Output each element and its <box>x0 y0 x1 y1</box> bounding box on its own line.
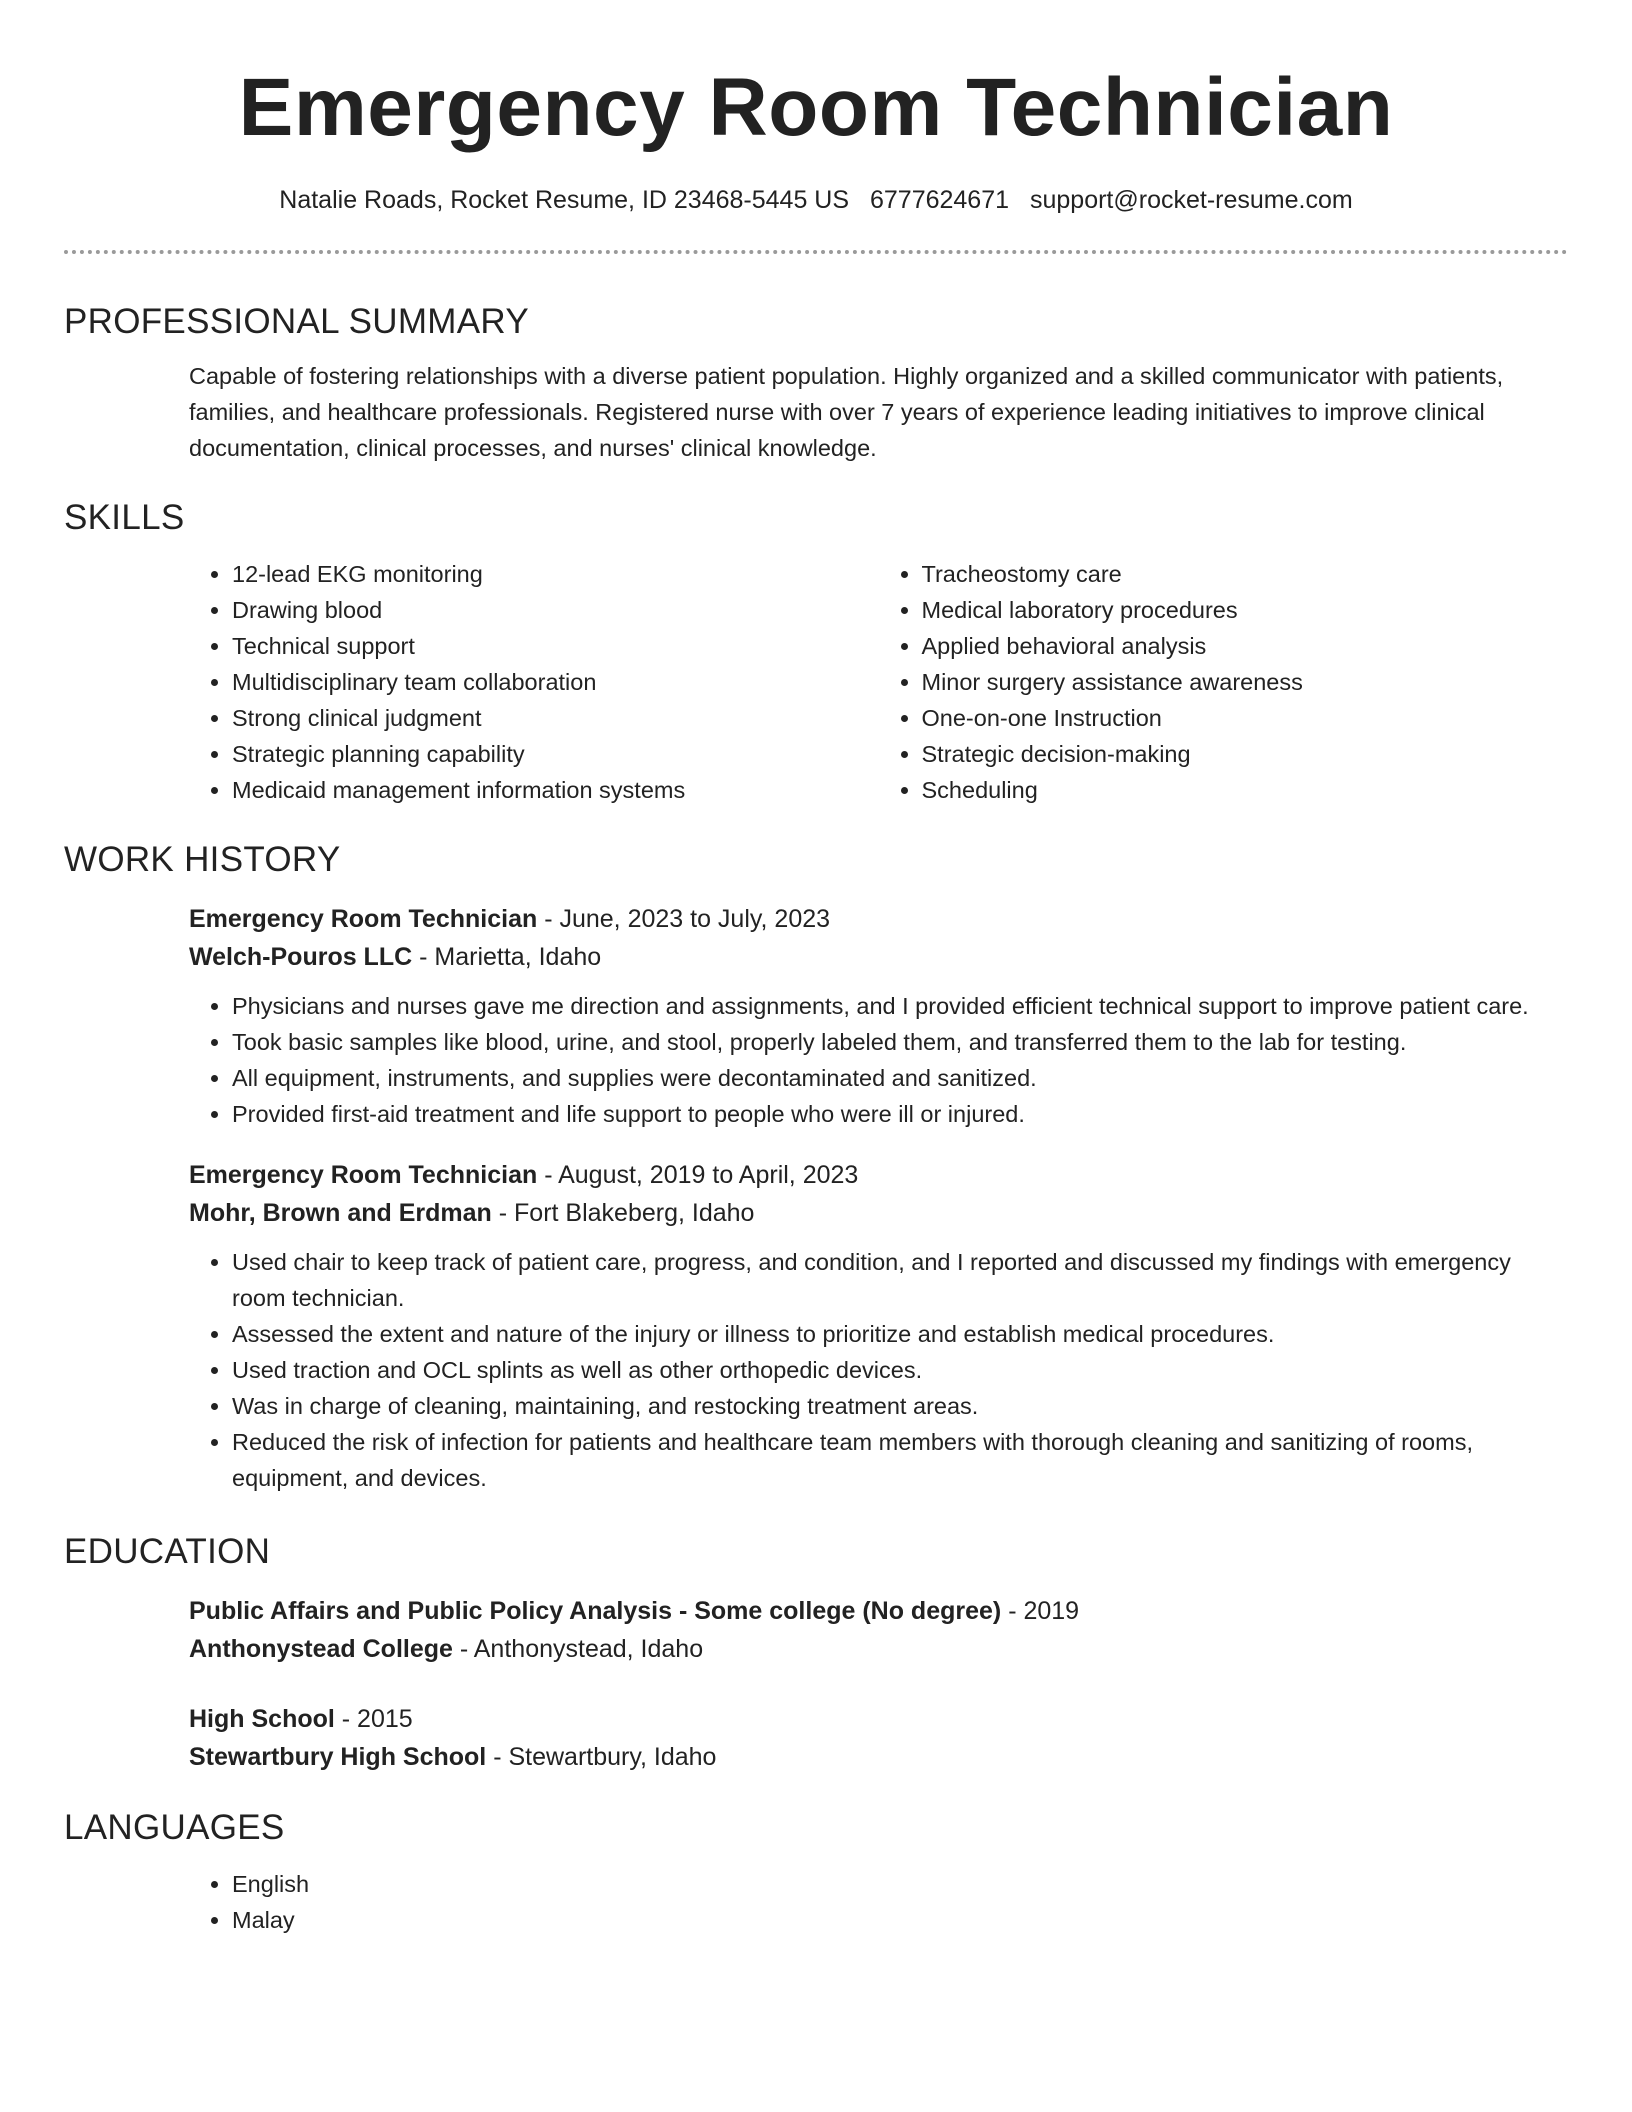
job-bullet: • Used chair to keep track of patient care, progress, and condition, and I reported and discussed my findings with emergency room technician. <box>232 1244 1568 1316</box>
education-school-line <box>189 1630 1568 1668</box>
skills-columns <box>64 556 1568 808</box>
job-title-line <box>189 900 1568 938</box>
skills-list-right <box>879 556 1569 808</box>
header-divider <box>64 250 1568 254</box>
contact-email: support@rocket-resume.com <box>1029 186 1353 214</box>
contact-line <box>0 180 1632 220</box>
skill-item: • Technical support <box>232 628 879 664</box>
resume-name-title: Emergency Room Technician <box>238 62 1394 153</box>
job-title: Emergency Room Technician <box>189 1161 538 1189</box>
job-location: - Marietta, Idaho <box>412 943 602 971</box>
job-company: Welch-Pouros LLC <box>189 943 413 971</box>
education-location: - Stewartbury, Idaho <box>486 1743 717 1771</box>
job-bullet: • All equipment, instruments, and supplies were decontaminated and sanitized. <box>232 1060 1568 1096</box>
education-year: - 2015 <box>334 1705 413 1733</box>
education-heading: EDUCATION <box>64 1532 271 1571</box>
education-degree: Public Affairs and Public Policy Analysis - Some college (No degree) <box>189 1597 1002 1625</box>
skill-item: • Strong clinical judgment <box>232 700 879 736</box>
languages-block <box>64 1866 1568 1938</box>
education-degree: High School <box>189 1705 335 1733</box>
resume-content <box>64 290 1568 1938</box>
skill-item: • Minor surgery assistance awareness <box>922 664 1569 700</box>
job-bullet: • Used traction and OCL splints as well as other orthopedic devices. <box>232 1352 1568 1388</box>
skill-item: • Tracheostomy care <box>922 556 1569 592</box>
job-bullet: • Physicians and nurses gave me direction and assignments, and I provided efficient technical support to improve patient care. <box>232 988 1568 1024</box>
education-year: - 2019 <box>1001 1597 1080 1625</box>
job-company-line <box>189 938 1568 976</box>
job-bullet: • Reduced the risk of infection for patients and healthcare team members with thorough cleaning and sanitizing of rooms, equipment, and devices. <box>232 1424 1568 1496</box>
education-entry <box>64 1592 1568 1668</box>
job-bullet: • Took basic samples like blood, urine, and stool, properly labeled them, and transferred them to the lab for testing. <box>232 1024 1568 1060</box>
job-dates: - August, 2019 to April, 2023 <box>537 1161 859 1189</box>
skill-item: • Medicaid management information systems <box>232 772 879 808</box>
job-bullet: • Was in charge of cleaning, maintaining, and restocking treatment areas. <box>232 1388 1568 1424</box>
skill-item: • Medical laboratory procedures <box>922 592 1569 628</box>
contact-address: Natalie Roads, Rocket Resume, ID 23468-5445 US <box>279 186 850 214</box>
education-entry <box>64 1700 1568 1776</box>
skill-item: • One-on-one Instruction <box>922 700 1569 736</box>
summary-heading: PROFESSIONAL SUMMARY <box>64 302 529 341</box>
contact-phone: 6777624671 <box>869 186 1010 214</box>
skill-item: • 12-lead EKG monitoring <box>232 556 879 592</box>
skill-item: • Scheduling <box>922 772 1569 808</box>
job-dates: - June, 2023 to July, 2023 <box>537 905 831 933</box>
job-company: Mohr, Brown and Erdman <box>189 1199 492 1227</box>
job-bullets <box>189 988 1568 1132</box>
job-location: - Fort Blakeberg, Idaho <box>491 1199 755 1227</box>
education-location: - Anthonystead, Idaho <box>452 1635 704 1663</box>
language-item: • Malay <box>232 1902 1568 1938</box>
education-school: Stewartbury High School <box>189 1743 487 1771</box>
skills-list-left <box>189 556 879 808</box>
job-bullet: • Provided first-aid treatment and life support to people who were ill or injured. <box>232 1096 1568 1132</box>
job-title: Emergency Room Technician <box>189 905 538 933</box>
job-entry <box>64 900 1568 1132</box>
languages-heading: LANGUAGES <box>64 1808 285 1847</box>
job-company-line <box>189 1194 1568 1232</box>
languages-list <box>189 1866 1568 1938</box>
skills-heading: SKILLS <box>64 498 185 537</box>
education-school-line <box>189 1738 1568 1776</box>
job-title-line <box>189 1156 1568 1194</box>
summary-text: Capable of fostering relationships with a diverse patient population. Highly organized and a skilled communicator with patients, families, and healthcare professionals. Registered nurse with over 7 years of experience leading initiatives to improve clinical documentation, clinical processes, and nurses' clinical knowledge. <box>189 363 1504 461</box>
skill-item: • Strategic planning capability <box>232 736 879 772</box>
education-degree-line <box>189 1592 1568 1630</box>
skill-item: • Strategic decision-making <box>922 736 1569 772</box>
job-entry <box>64 1156 1568 1496</box>
skill-item: • Drawing blood <box>232 592 879 628</box>
job-bullet: • Assessed the extent and nature of the injury or illness to prioritize and establish medical procedures. <box>232 1316 1568 1352</box>
skill-item: • Applied behavioral analysis <box>922 628 1569 664</box>
education-degree-line <box>189 1700 1568 1738</box>
job-bullets <box>189 1244 1568 1496</box>
language-item: • English <box>232 1866 1568 1902</box>
education-school: Anthonystead College <box>189 1635 453 1663</box>
work-history-heading: WORK HISTORY <box>64 840 341 879</box>
skill-item: • Multidisciplinary team collaboration <box>232 664 879 700</box>
